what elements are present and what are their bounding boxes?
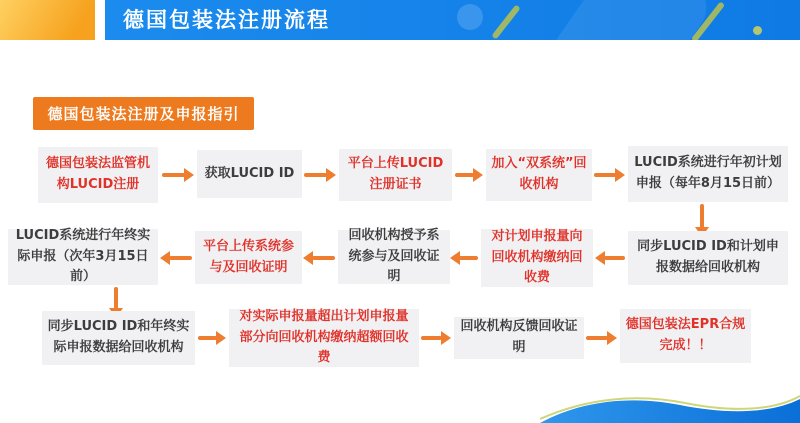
arrow-left-icon — [160, 251, 192, 265]
step-sync-plan-data — [628, 231, 788, 285]
step-label: 德国包装法监管机构LUCID注册 — [45, 156, 150, 192]
arrow-right-icon — [455, 168, 483, 182]
slash-decoration-icon — [491, 4, 520, 39]
arrow-left-icon — [450, 251, 478, 265]
step-pay-excess-fee — [229, 309, 419, 367]
header-orange-block — [0, 0, 95, 40]
circle-decoration-icon — [457, 4, 483, 30]
step-label: 回收机构反馈回收证明 — [460, 319, 578, 355]
step-epr-compliance-complete — [620, 309, 751, 363]
step-label: 同步LUCID ID和计划申报数据给回收机构 — [637, 239, 779, 275]
step-label: 对实际申报量超出计划申报量部分向回收机构缴纳超额回收费 — [239, 308, 409, 366]
section-badge — [33, 97, 254, 130]
step-pay-recycling-fee — [481, 229, 593, 287]
step-label: 回收机构授予系统参与及回收证明 — [348, 227, 440, 285]
arrow-right-icon — [594, 168, 625, 182]
step-regulator-lucid-register — [38, 147, 158, 203]
dot-decoration-icon — [753, 26, 762, 35]
footer-wave-decoration — [540, 393, 800, 423]
step-label: 对计划申报量向回收机构缴纳回收费 — [491, 228, 583, 286]
step-sync-actual-data — [42, 311, 195, 365]
step-label: 平台上传系统参与及回收证明 — [202, 238, 294, 275]
step-year-end-actual-declaration — [8, 229, 158, 285]
step-join-dual-system — [486, 149, 592, 201]
arrow-left-icon — [595, 251, 625, 265]
header-blue-bar — [105, 0, 800, 40]
arrow-left-icon — [303, 251, 335, 265]
section-badge-label: 德国包装法注册及申报指引 — [47, 105, 240, 123]
step-label: 获取LUCID ID — [204, 165, 295, 181]
step-label: 平台上传LUCID注册证书 — [347, 156, 444, 192]
arrow-right-icon — [586, 331, 617, 345]
band-decoration — [542, 0, 718, 40]
step-label: 加入“双系统”回收机构 — [491, 156, 587, 192]
step-get-lucid-id — [197, 150, 302, 198]
step-initial-plan-declaration — [628, 146, 788, 202]
step-upload-participation-certificate — [195, 231, 302, 284]
step-label: 德国包装法EPR合规完成！！ — [625, 317, 746, 353]
step-label: LUCID系统进行年终实际申报（次年3月15日前） — [15, 227, 151, 285]
step-grant-participation-certificate — [338, 227, 450, 285]
arrow-right-icon — [198, 331, 226, 345]
step-feedback-recycling-certificate — [454, 317, 584, 359]
header-bar — [0, 0, 800, 40]
arrow-right-icon — [304, 168, 336, 182]
arrow-right-icon — [421, 331, 451, 345]
step-label: 同步LUCID ID和年终实际申报数据给回收机构 — [47, 319, 190, 355]
page-title: 德国包装法注册流程 — [123, 8, 330, 32]
arrow-right-icon — [162, 168, 194, 182]
step-label: LUCID系统进行年初计划申报（每年8月15日前） — [634, 155, 782, 191]
step-upload-lucid-certificate — [339, 149, 452, 201]
